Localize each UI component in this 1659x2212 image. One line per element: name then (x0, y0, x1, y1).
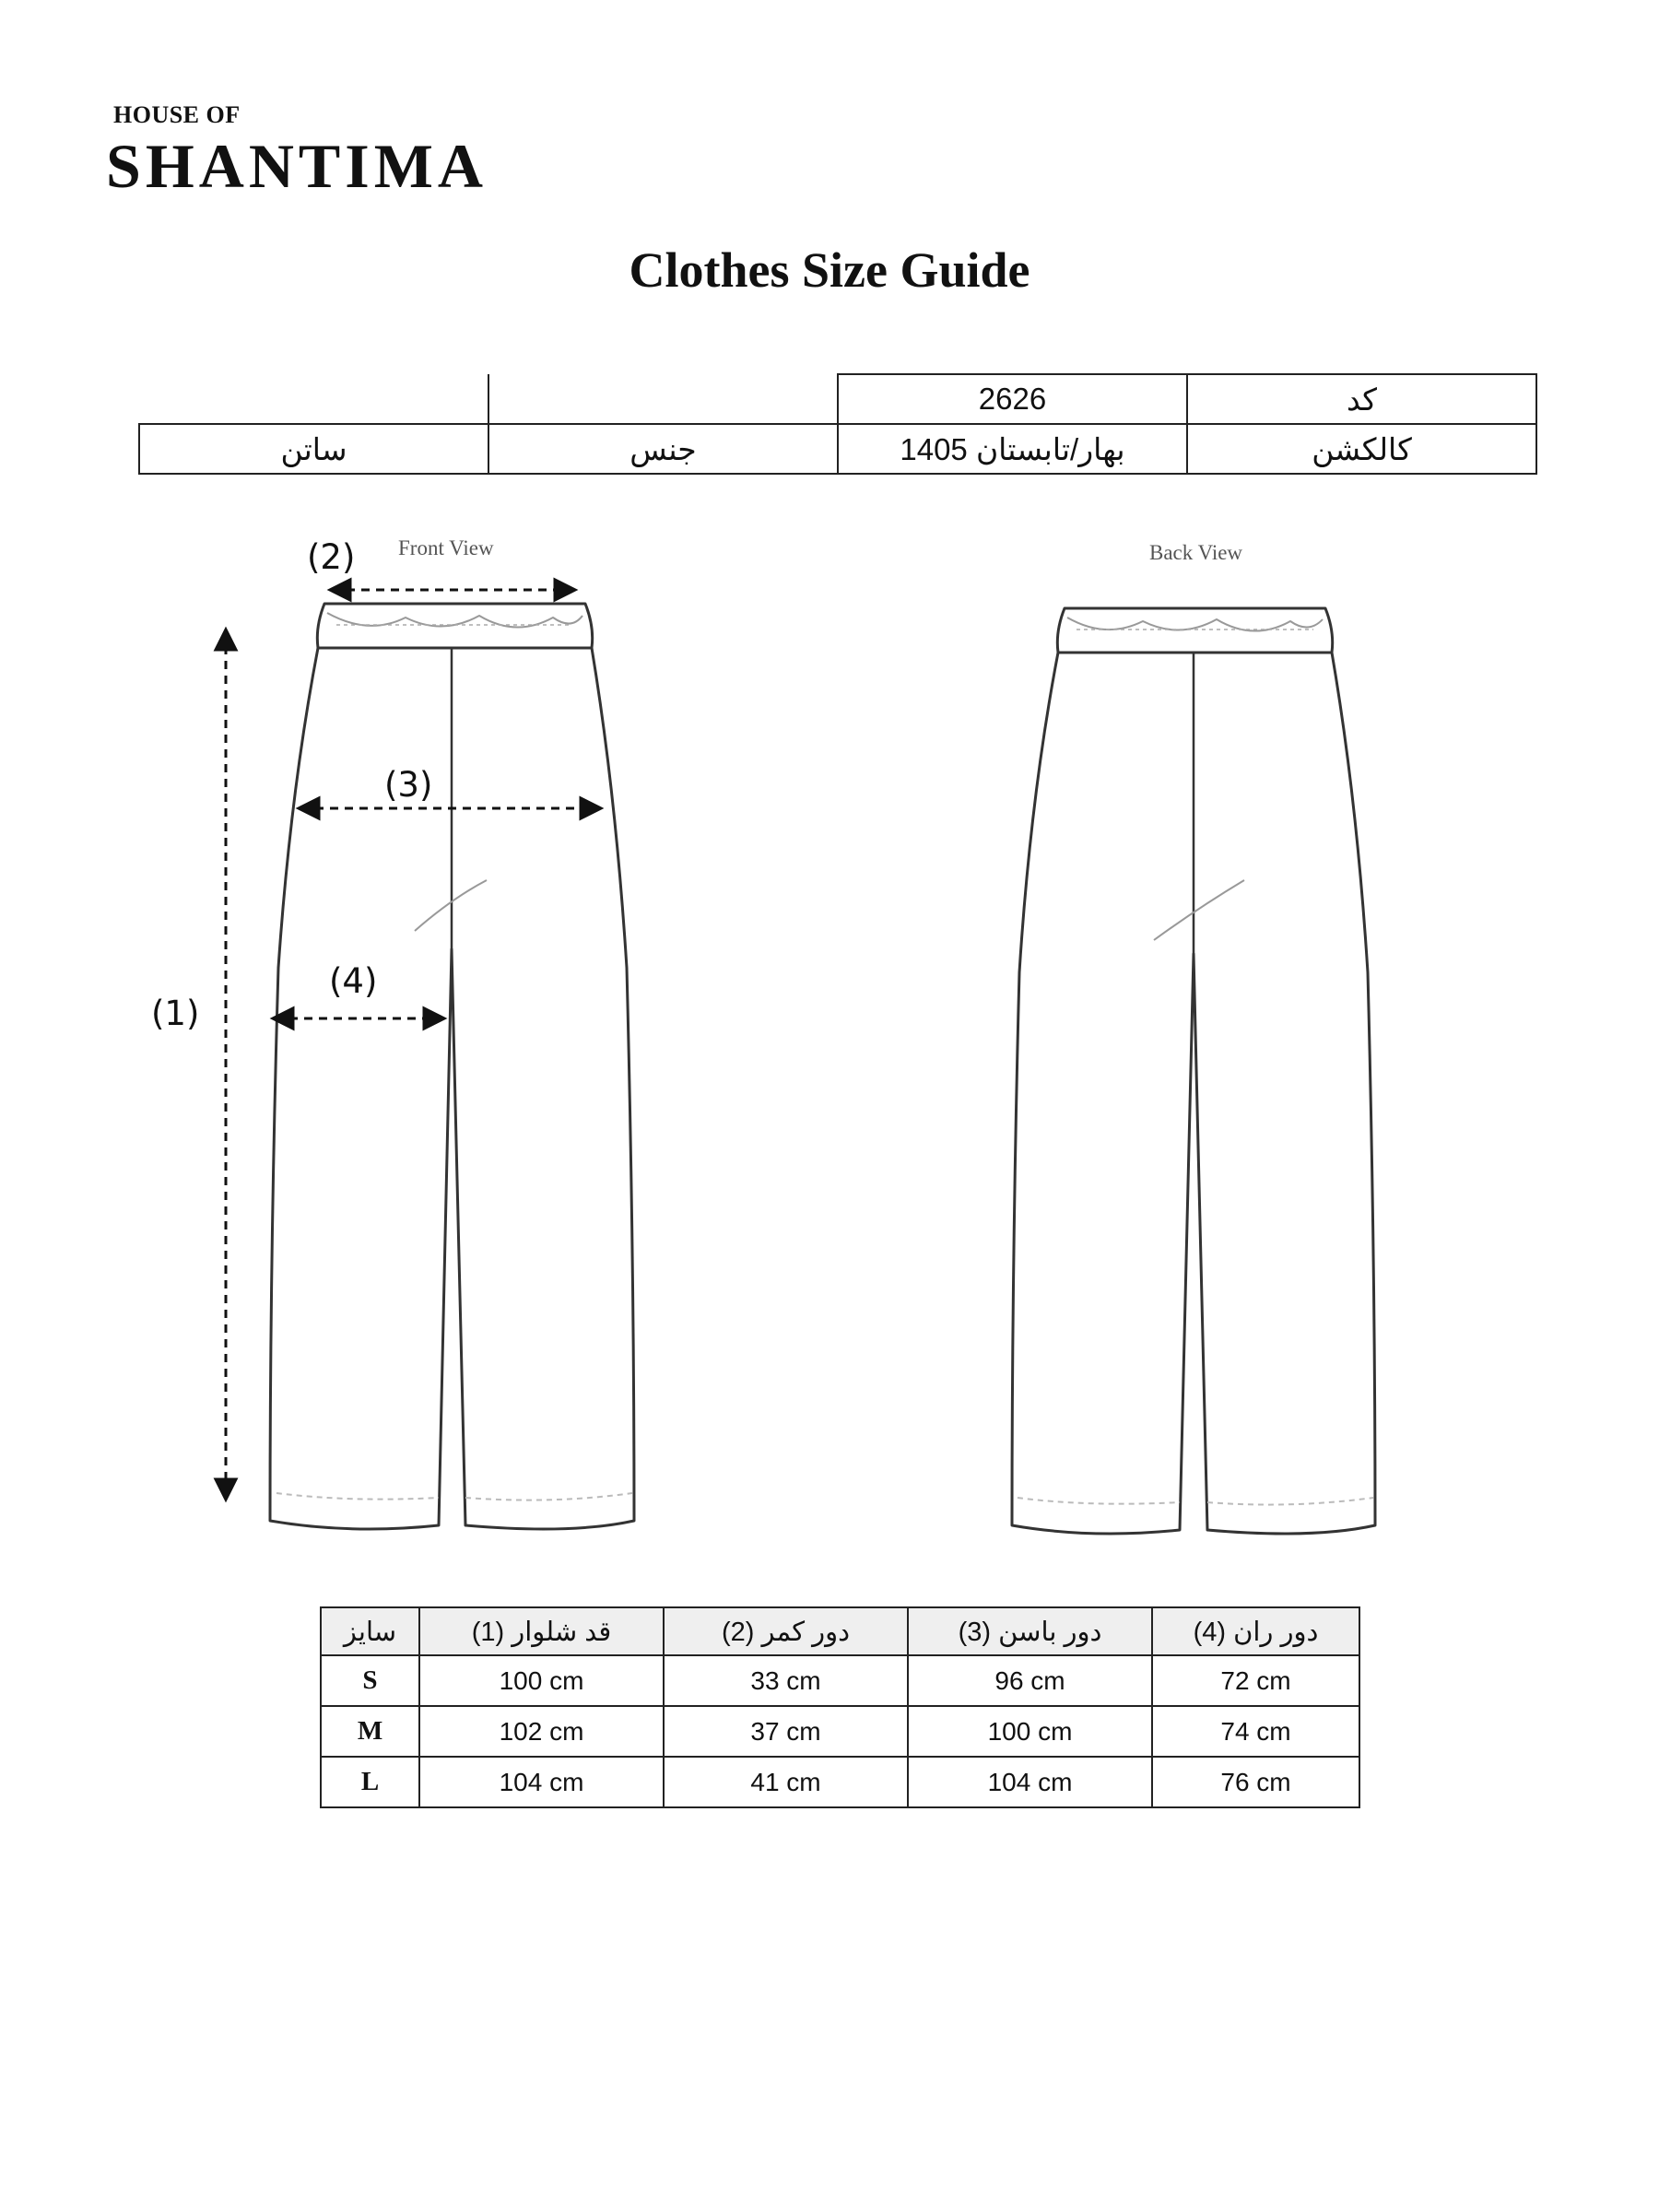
size-chart-table (320, 1606, 1360, 1808)
header-size: سایز (321, 1607, 419, 1655)
back-view-pants (1012, 608, 1375, 1534)
hip-cell: 96 cm (908, 1655, 1152, 1706)
header-waist: (2) دور کمر (664, 1607, 908, 1655)
code-label: کد (1187, 374, 1536, 424)
thigh-cell: 72 cm (1152, 1655, 1359, 1706)
waist-cell: 37 cm (664, 1706, 908, 1757)
table-row (321, 1706, 1359, 1757)
size-cell: L (321, 1757, 419, 1807)
header-length: (1) قد شلوار (419, 1607, 664, 1655)
measure-label-2: (2) (307, 537, 356, 577)
measure-label-3: (3) (384, 765, 433, 805)
hip-cell: 104 cm (908, 1757, 1152, 1807)
code-value: 2626 (838, 374, 1187, 424)
front-view-label: Front View (398, 536, 494, 559)
collection-label: کالکشن (1187, 424, 1536, 474)
measure-label-1: (1) (151, 994, 200, 1033)
thigh-cell: 76 cm (1152, 1757, 1359, 1807)
header-hip: (3) دور باسن (908, 1607, 1152, 1655)
material-value: ساتن (139, 424, 488, 474)
waist-cell: 41 cm (664, 1757, 908, 1807)
collection-value: بهار/تابستان 1405 (838, 424, 1187, 474)
table-row (321, 1655, 1359, 1706)
thigh-cell: 74 cm (1152, 1706, 1359, 1757)
size-cell: M (321, 1706, 419, 1757)
measure-label-4: (4) (329, 961, 378, 1001)
table-row (321, 1757, 1359, 1807)
front-view-pants (270, 604, 634, 1529)
brand-logo-name: SHANTIMA (106, 131, 488, 201)
page-title: Clothes Size Guide (629, 242, 1030, 298)
size-cell: S (321, 1655, 419, 1706)
length-cell: 100 cm (419, 1655, 664, 1706)
back-view-label: Back View (1149, 541, 1243, 564)
length-cell: 104 cm (419, 1757, 664, 1807)
waist-cell: 33 cm (664, 1655, 908, 1706)
hip-cell: 100 cm (908, 1706, 1152, 1757)
header-thigh: (4) دور ران (1152, 1607, 1359, 1655)
length-cell: 102 cm (419, 1706, 664, 1757)
size-table-header (321, 1607, 1359, 1655)
brand-logo-small: HOUSE OF (113, 101, 241, 128)
material-label: جنس (488, 424, 838, 474)
